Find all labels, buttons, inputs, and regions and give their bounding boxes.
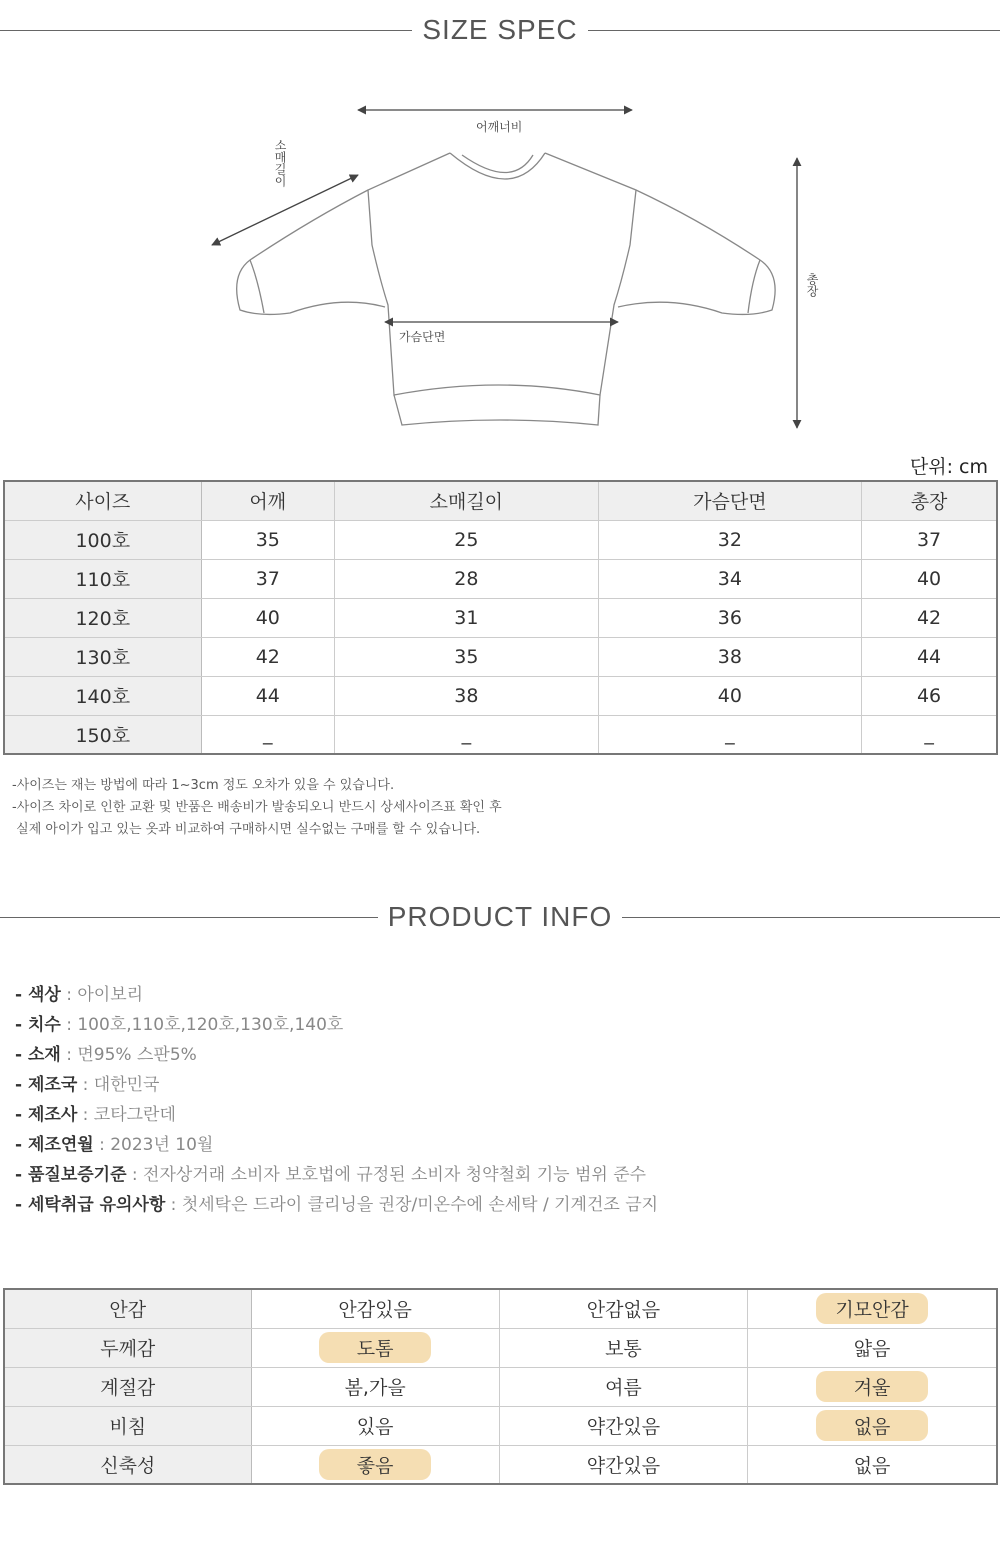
value-cell: 25 [335,520,599,559]
feature-option-cell [748,1289,997,1328]
feature-option-cell [251,1445,499,1484]
feature-option: 봄,가을 [344,1377,406,1399]
feature-option-cell [251,1406,499,1445]
table-row [4,637,997,676]
feature-label: 두께감 [4,1328,251,1367]
value-cell: _ [924,723,934,746]
size-cell: 130호 [4,637,201,676]
feature-table [3,1288,998,1485]
value-cell: 42 [862,598,997,637]
garment-diagram [200,95,840,440]
value-cell: 38 [598,637,862,676]
table-row [4,520,997,559]
size-notes [12,775,502,841]
feature-option-cell [499,1445,747,1484]
header-cell: 소매길이 [335,481,599,520]
info-value: : 전자상거래 소비자 보호법에 규정된 소비자 청약철회 기능 범위 준수 [126,1165,647,1185]
table-row [4,598,997,637]
feature-row [4,1445,997,1484]
table-row [4,715,997,754]
value-cell: 40 [598,676,862,715]
measurement-arrows [212,110,797,428]
feature-option: 보통 [605,1338,642,1360]
chest-label: 가슴단면 [399,330,446,344]
header-cell: 어깨 [201,481,335,520]
info-value: : 100호,110호,120호,130호,140호 [60,1015,344,1035]
product-info-list [15,980,658,1220]
feature-row [4,1328,997,1367]
info-value: : 코타그란데 [77,1105,176,1125]
header-cell: 가슴단면 [598,481,862,520]
value-cell: 44 [862,637,997,676]
value-cell: 34 [598,559,862,598]
info-item [15,1070,658,1100]
feature-option-cell [499,1328,747,1367]
table-row [4,559,997,598]
unit-label: 단위: cm [909,456,988,478]
info-key: - 색상 [15,985,61,1005]
size-cell: 140호 [4,676,201,715]
value-cell: 40 [862,559,997,598]
feature-option-cell [499,1367,747,1406]
info-value: : 아이보리 [60,985,144,1005]
value-cell: 37 [201,559,335,598]
length-label: 총장 [805,273,819,297]
feature-option: 도톰 [319,1332,431,1363]
feature-option-cell [499,1289,747,1328]
info-item [15,1100,658,1130]
size-table-header-row [4,481,997,520]
info-item [15,1160,658,1190]
info-item [15,1040,658,1070]
feature-option-cell [748,1445,997,1484]
header-cell: 총장 [862,481,997,520]
feature-label: 계절감 [4,1367,251,1406]
feature-option-cell [748,1367,997,1406]
note-line: -사이즈 차이로 인한 교환 및 반품은 배송비가 발송되오니 반드시 상세사이즈표 확인 후 [12,800,502,815]
feature-option: 안감있음 [338,1299,412,1322]
value-cell: 36 [598,598,862,637]
feature-option: 여름 [605,1377,642,1399]
feature-option: 없음 [853,1454,891,1477]
feature-option: 약간있음 [586,1454,661,1477]
shoulder-label: 어깨너비 [476,120,523,134]
feature-label: 비침 [4,1406,251,1445]
info-value: : 대한민국 [77,1075,160,1095]
value-cell: 46 [862,676,997,715]
value-cell: 44 [201,676,335,715]
feature-option-cell [251,1367,499,1406]
size-cell: 100호 [4,520,201,559]
info-value: : 2023년 10월 [93,1135,214,1155]
info-value: : 첫세탁은 드라이 클리닝을 권장/미온수에 손세탁 / 기계건조 금지 [165,1195,659,1215]
value-cell: 37 [862,520,997,559]
feature-option-cell [748,1406,997,1445]
feature-option: 약간있음 [586,1416,661,1438]
info-item [15,1190,658,1220]
product-info-title: PRODUCT INFO [378,901,623,932]
info-key: - 제조사 [15,1105,78,1125]
feature-row [4,1406,997,1445]
size-table [3,480,998,755]
value-cell: _ [335,715,599,754]
value-cell: 31 [335,598,599,637]
info-item [15,980,658,1010]
value-cell: 32 [598,520,862,559]
value-cell: 42 [201,637,335,676]
feature-option: 기모안감 [816,1293,928,1324]
info-item [15,1130,658,1160]
size-cell: 120호 [4,598,201,637]
info-key: - 품질보증기준 [15,1165,127,1185]
product-info-heading [0,897,1000,937]
value-cell: 38 [335,676,599,715]
sweatshirt-illustration [200,95,840,440]
info-item [15,1010,658,1040]
value-cell: _ [201,715,335,754]
feature-option: 좋음 [319,1449,431,1480]
feature-label: 신축성 [4,1445,251,1484]
feature-option: 있음 [356,1416,394,1438]
info-value: : 면95% 스판5% [60,1045,197,1065]
value-cell: 28 [335,559,599,598]
info-key: - 제조국 [15,1075,78,1095]
feature-option-cell [251,1328,499,1367]
value-cell: 40 [201,598,335,637]
feature-option: 없음 [816,1410,928,1441]
size-cell: 150호 [4,715,201,754]
info-key: - 제조연월 [15,1135,94,1155]
feature-row [4,1289,997,1328]
sleeve-label: 소매길이 [273,139,287,187]
header-cell: 사이즈 [4,481,201,520]
note-line: -사이즈는 재는 방법에 따라 1~3cm 정도 오차가 있을 수 있습니다. [12,778,395,793]
feature-option-cell [499,1406,747,1445]
feature-option-cell [748,1328,997,1367]
note-line: 실제 아이가 입고 있는 옷과 비교하여 구매하시면 실수없는 구매를 할 수 있습니다. [12,822,481,837]
value-cell: 35 [201,520,335,559]
feature-row [4,1367,997,1406]
feature-option: 겨울 [816,1371,928,1402]
feature-option-cell [251,1289,499,1328]
feature-option: 얇음 [853,1338,891,1360]
info-key: - 세탁취급 유의사항 [15,1195,166,1215]
info-key: - 치수 [15,1015,61,1035]
feature-option: 안감없음 [586,1299,661,1322]
table-row [4,676,997,715]
size-spec-heading [0,10,1000,50]
size-spec-title: SIZE SPEC [412,14,587,45]
size-cell: 110호 [4,559,201,598]
value-cell: 35 [335,637,599,676]
feature-label: 안감 [4,1289,251,1328]
info-key: - 소재 [15,1045,61,1065]
value-cell: _ [598,715,862,754]
